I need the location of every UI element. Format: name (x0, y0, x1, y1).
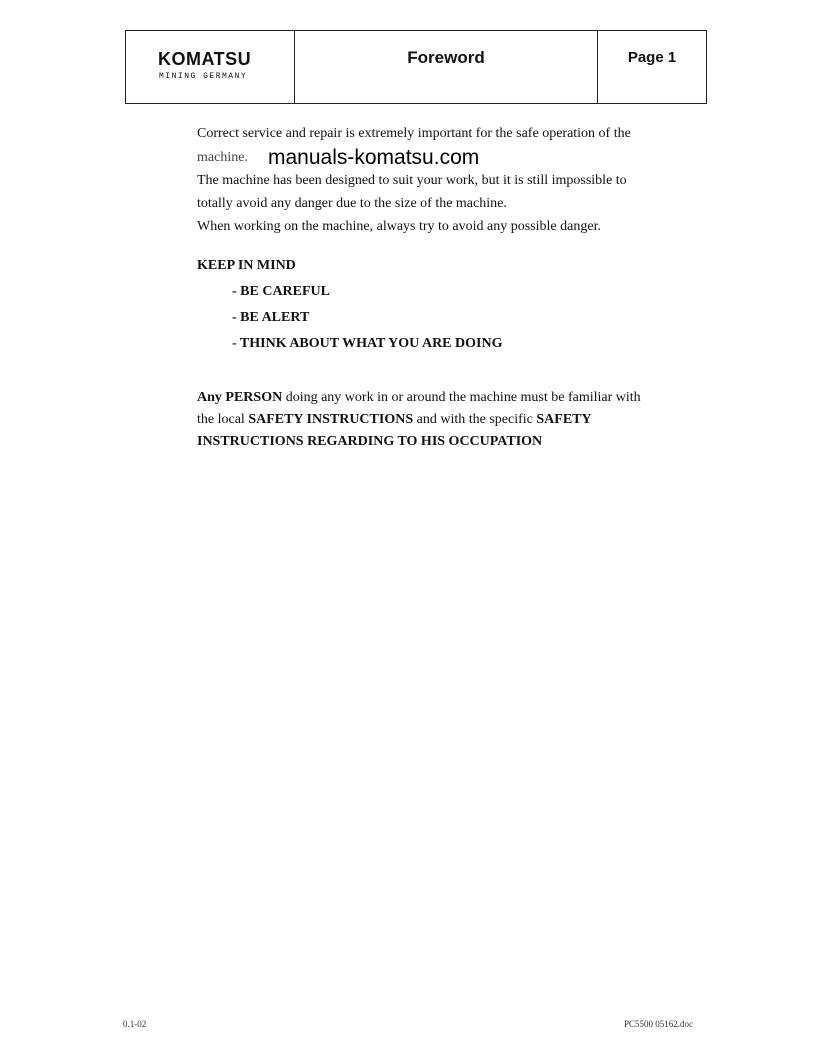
intro-line: The machine has been designed to suit your work, but it is still impossible to (197, 173, 627, 188)
keep-item: - BE ALERT (232, 310, 310, 325)
keep-in-mind-heading: KEEP IN MIND (197, 258, 296, 273)
emph: SAFETY (536, 412, 592, 427)
footer-left: 0.1-02 (123, 1019, 147, 1029)
intro-line: Correct service and repair is extremely important for the safe operation of the (197, 126, 631, 141)
closing-line-3: INSTRUCTIONS REGARDING TO HIS OCCUPATION (197, 434, 543, 449)
emph: SAFETY INSTRUCTIONS (248, 412, 414, 427)
logo-cell (126, 31, 295, 103)
page-number: Page 1 (627, 49, 677, 66)
watermark: manuals-komatsu.com (268, 146, 480, 169)
text: doing any work in or around the machine must be familiar with (282, 390, 641, 405)
header-table (125, 30, 707, 104)
footer-right: PC5500 05162.doc (624, 1019, 694, 1029)
intro-line: When working on the machine, always try to avoid any possible danger. (197, 219, 601, 234)
intro-line: machine. (197, 150, 248, 165)
keep-item: - THINK ABOUT WHAT YOU ARE DOING (232, 336, 503, 351)
komatsu-logo: KOMATSU (158, 49, 252, 69)
intro-line: totally avoid any danger due to the size of the machine. (197, 196, 507, 211)
closing-line-1 (197, 390, 641, 406)
emph: PERSON (225, 390, 283, 405)
text: the local (197, 412, 249, 427)
emph: Any (197, 390, 226, 405)
closing-line-2 (197, 412, 592, 428)
keep-item: - BE CAREFUL (232, 284, 331, 299)
page-title: Foreword (295, 31, 598, 103)
text: and with the specific (413, 412, 537, 427)
logo-subtitle: MINING GERMANY (159, 72, 248, 81)
